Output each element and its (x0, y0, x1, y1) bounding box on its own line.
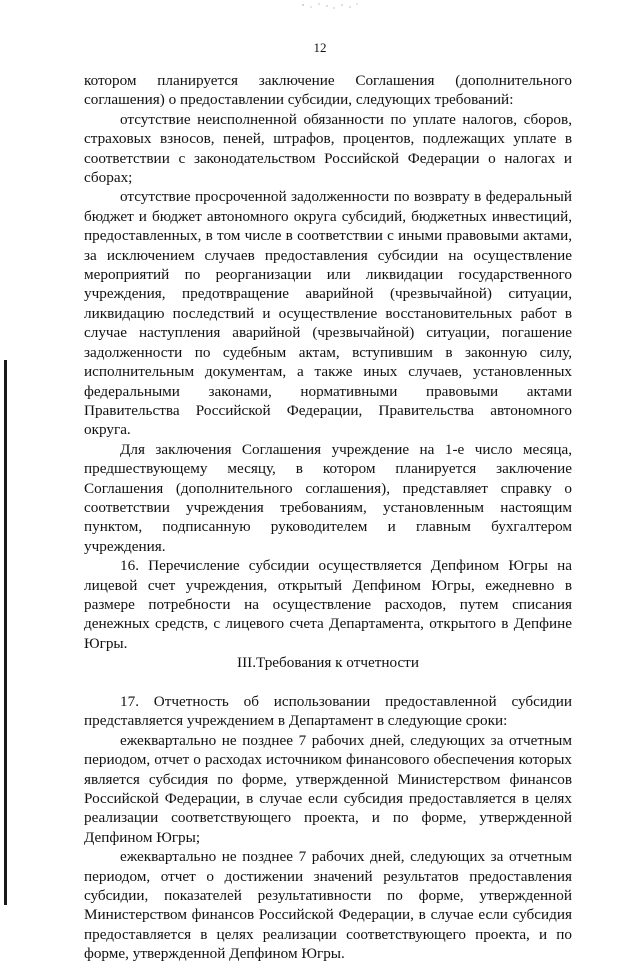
section-heading: III.Требования к отчетности (237, 654, 419, 672)
paragraph: 16. Перечисление субсидии осуществляется Депфином Югры на лицевой счет учреждения, открытый Депфином Югры, ежедневно в размере потребности на осуществление расходов, путем списания денежных средств, с лицевого счета Департамента, открытого в Депфине Югры. (84, 557, 572, 652)
paragraph: Для заключения Соглашения учреждение на 1-е число месяца, предшествующему месяцу, в котором планируется заключение Соглашения (дополнительного соглашения), представляет справку о соответствии учреждения требованиям, установленным настоящим пунктом, подписанную руководителем и главным бухгалтером учреждения. (84, 440, 572, 555)
paragraph: ежеквартально не позднее 7 рабочих дней, следующих за отчетным периодом, отчет о расходах источником финансового обеспечения которых является субсидия по форме, утвержденной Министерством финансов Российской Федерации, в случае если субсидия предоставляется в целях реализации соответствующего проекта, и по форме, утвержденной Депфином Югры; (84, 731, 572, 846)
margin-line (4, 360, 7, 905)
page-number: 12 (313, 40, 327, 55)
paragraph: котором планируется заключение Соглашения (дополнительного соглашения) о предоставлении субсидии, следующих требований: (84, 72, 572, 109)
paragraph: отсутствие просроченной задолженности по возврату в федеральный бюджет и бюджет автономного округа субсидий, бюджетных инвестиций, предоставленных, в том числе в соответствии с иными правовыми актами, за исключением случаев предоставления субсидии на осуществление мероприятий по реорганизации или ликвидации государственного учреждения, предотвращение аварийной (чрезвычайной) ситуации, ликвидацию последствий и осуществление восстановительных работ в случае наступления аварийной (чрезвычайной) ситуации, погашение задолженности по судебным актам, вступившим в законную силу, исполнительным документам, а также иных случаев, установленных федеральными законами, нормативными правовыми актами Правительства Российской Федерации, Правительства автономного округа. (84, 188, 572, 439)
paragraph: ежеквартально не позднее 7 рабочих дней, следующих за отчетным периодом, отчет о достижении значений результатов предоставления субсидии, показателей результативности по форме, утвержденной Министерством финансов Российской Федерации, в случае если субсидия предоставляется в целях реализации соответствующего проекта, и по форме, утвержденной Депфином Югры. (84, 848, 572, 963)
scan-artifact (300, 2, 360, 10)
paragraph: отсутствие неисполненной обязанности по уплате налогов, сборов, страховых взносов, пеней, штрафов, процентов, подлежащих уплате в соответствии с законодательством Российской Федерации о налогах и сборах; (84, 110, 572, 187)
paragraph: 17. Отчетность об использовании предоставленной субсидии представляется учреждением в Департамент в следующие сроки: (84, 692, 572, 730)
document-body (84, 71, 572, 964)
